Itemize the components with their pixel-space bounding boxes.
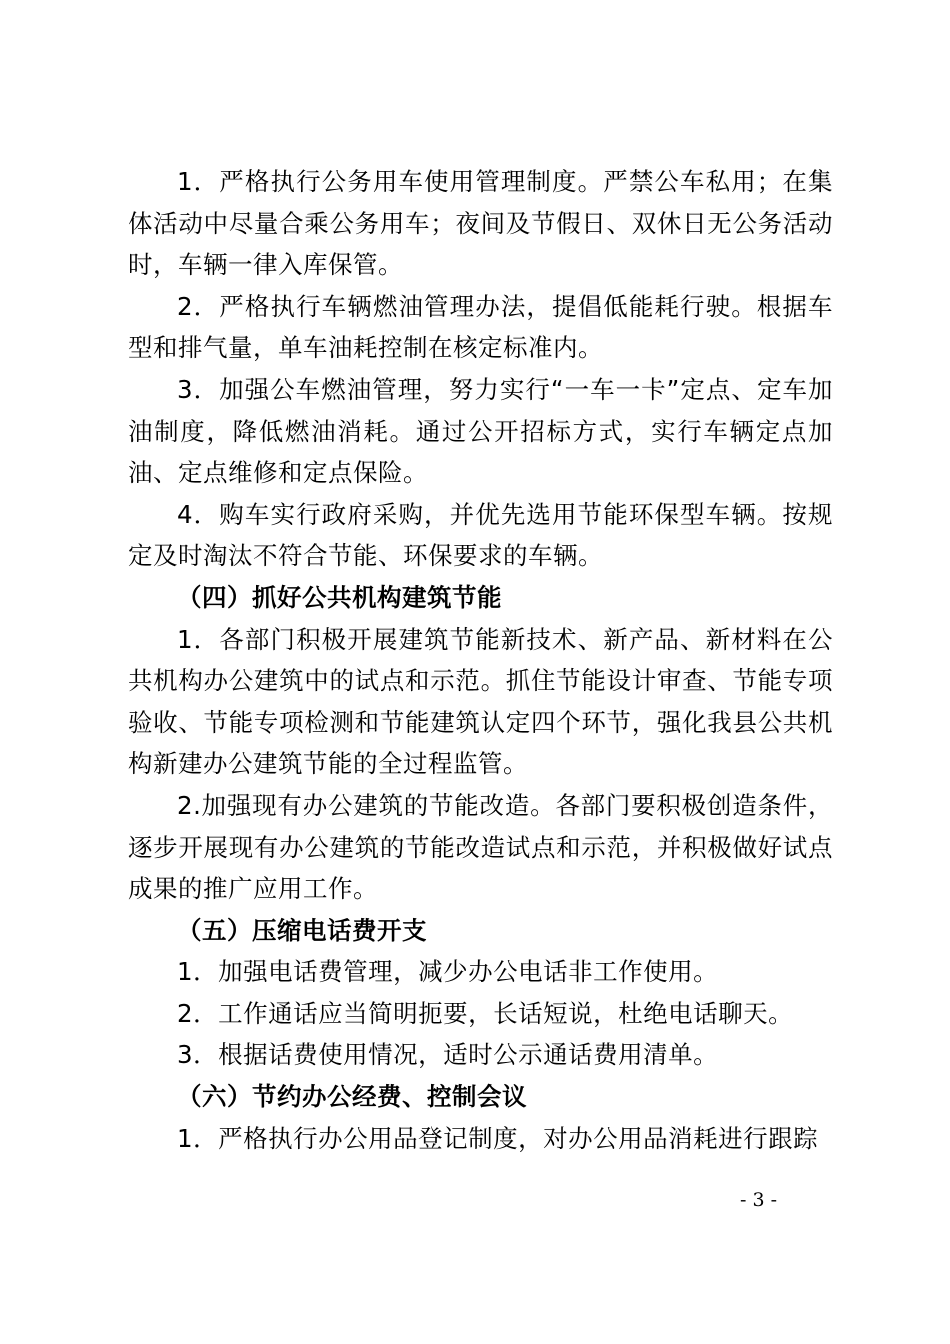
section-heading-building-energy: （四）抓好公共机构建筑节能: [177, 582, 502, 612]
paragraph-phone-disclosure: 3．根据话费使用情况，适时公示通话费用清单。: [177, 1040, 719, 1070]
paragraph-office-supplies: 1．严格执行办公用品登记制度，对办公用品消耗进行跟踪: [177, 1123, 819, 1153]
section-heading-office-expenses: （六）节约办公经费、控制会议: [177, 1082, 527, 1112]
paragraph-fuel-management: 2．严格执行车辆燃油管理办法，提倡低能耗行驶。根据车型和排气量，单车油耗控制在核定标准内。: [128, 291, 833, 363]
paragraph-phone-management: 1．加强电话费管理，减少办公电话非工作使用。: [177, 957, 719, 987]
document-body: [128, 161, 833, 1159]
paragraph-building-pilot: 1．各部门积极开展建筑节能新技术、新产品、新材料在公共机构办公建筑中的试点和示范。抓住节能设计审查、节能专项验收、节能专项检测和节能建筑认定四个环节，强化我县公共机构新建办公建筑节能的全过程监管。: [128, 624, 833, 779]
page-number: - 3 -: [740, 1189, 778, 1211]
paragraph-phone-brevity: 2．工作通话应当简明扼要，长话短说，杜绝电话聊天。: [177, 998, 794, 1028]
paragraph-vehicle-usage: 1．严格执行公务用车使用管理制度。严禁公车私用；在集体活动中尽量合乘公务用车；夜间及节假日、双休日无公务活动时，车辆一律入库保管。: [128, 167, 833, 280]
paragraph-fuel-card: 3．加强公车燃油管理，努力实行“一车一卡”定点、定车加油制度，降低燃油消耗。通过公开招标方式，实行车辆定点加油、定点维修和定点保险。: [128, 374, 833, 488]
section-heading-phone-costs: （五）压缩电话费开支: [177, 915, 427, 945]
paragraph-vehicle-procurement: 4．购车实行政府采购，并优先选用节能环保型车辆。按规定及时淘汰不符合节能、环保要求的车辆。: [128, 499, 833, 571]
paragraph-building-retrofit: 2.加强现有办公建筑的节能改造。各部门要积极创造条件，逐步开展现有办公建筑的节能改造试点和示范，并积极做好试点成果的推广应用工作。: [128, 790, 833, 904]
